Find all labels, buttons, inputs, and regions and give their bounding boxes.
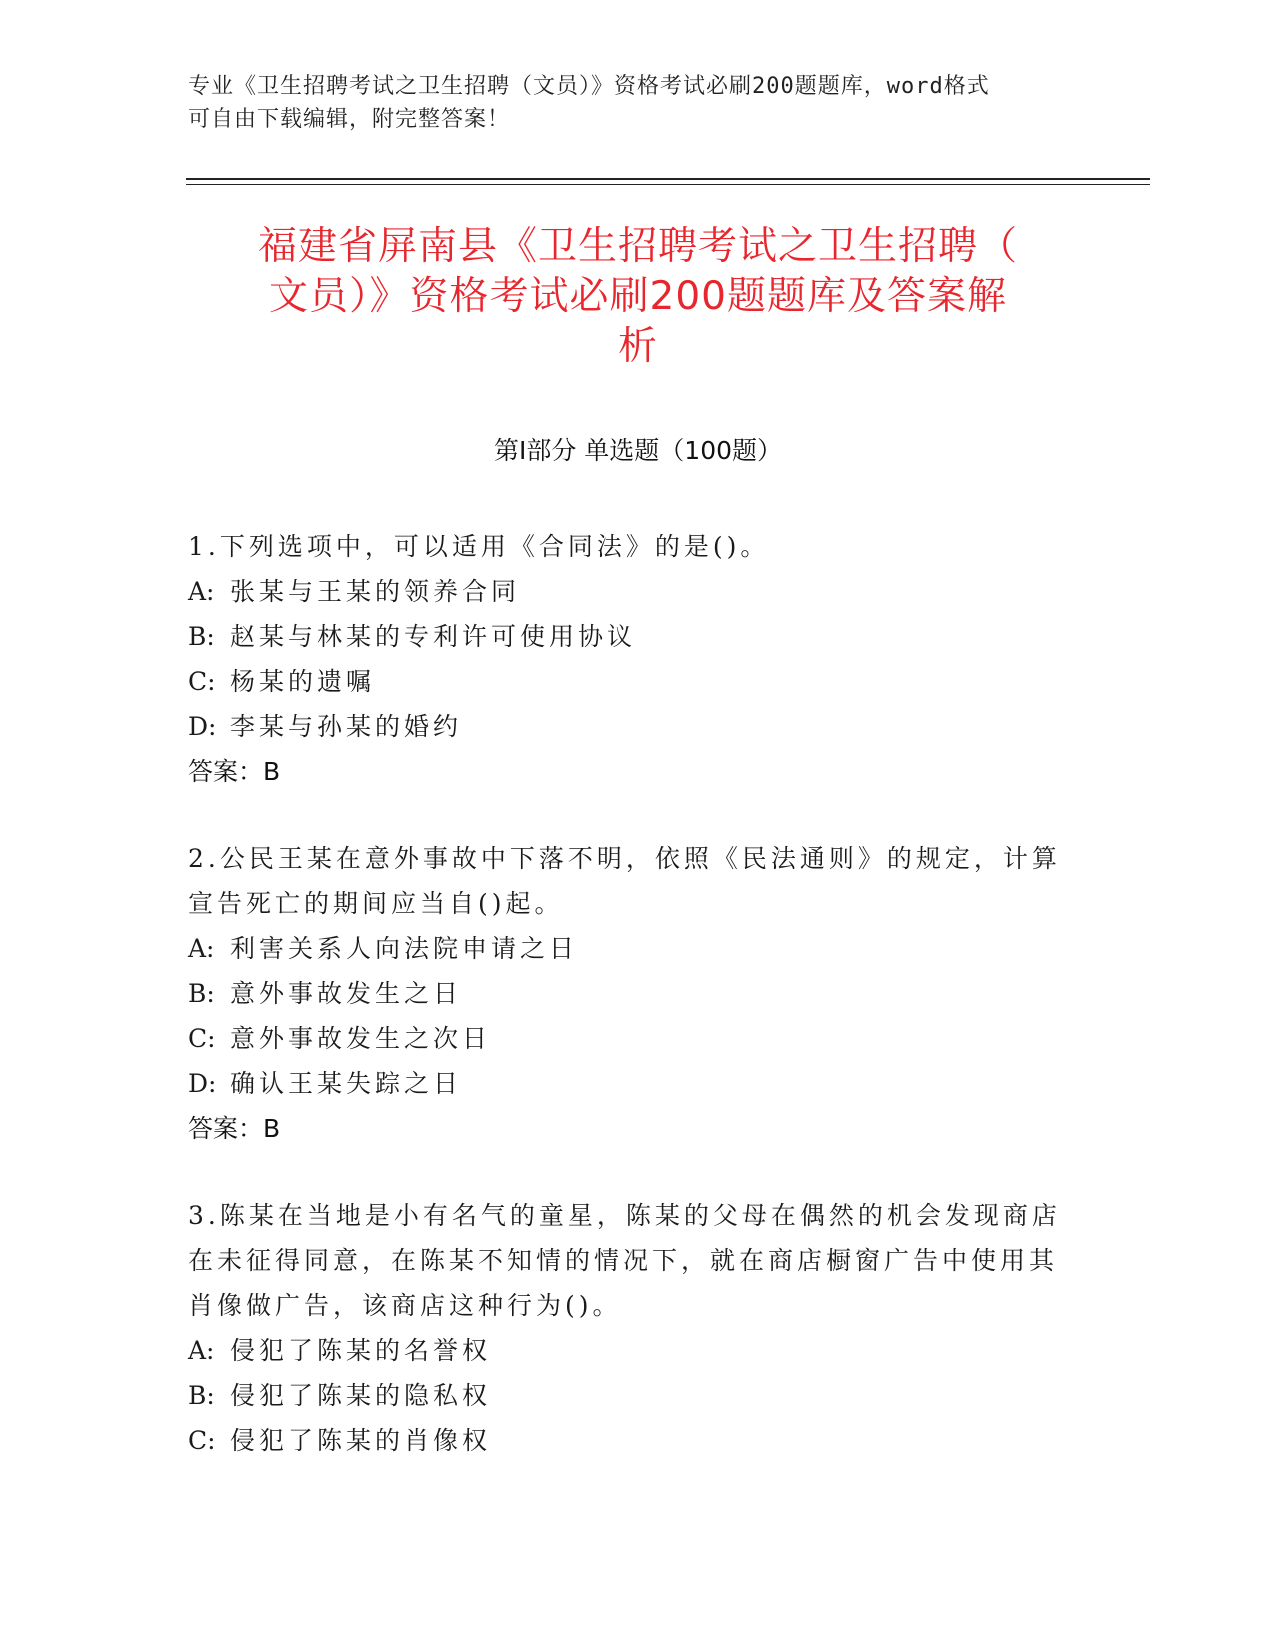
option-text: 侵犯了陈某的名誉权: [230, 1336, 492, 1365]
document-title: [188, 222, 1088, 372]
option-label: A:: [188, 934, 215, 963]
option-label: A:: [188, 1336, 215, 1365]
header-divider-thin: [186, 184, 1150, 185]
option-text: 侵犯了陈某的隐私权: [230, 1381, 492, 1410]
title-line: 福建省屏南县《卫生招聘考试之卫生招聘（: [257, 224, 1018, 269]
option-text: 确认王某失踪之日: [230, 1069, 463, 1098]
option-label: C:: [188, 1024, 216, 1053]
option-text: 意外事故发生之次日: [230, 1024, 492, 1053]
option-text: 李某与孙某的婚约: [230, 712, 463, 741]
option-label: A:: [188, 577, 215, 606]
question-item: [188, 524, 1068, 794]
option-a: [188, 569, 1068, 614]
question-item: [188, 1193, 1068, 1463]
question-text: 1.下列选项中，可以适用《合同法》的是()。: [188, 532, 770, 561]
question-text: 肖像做广告，该商店这种行为()。: [188, 1291, 622, 1320]
question-text: 3.陈某在当地是小有名气的童星，陈某的父母在偶然的机会发现商店: [188, 1201, 1061, 1230]
option-label: B:: [188, 1381, 215, 1410]
answer-line: 答案：B: [188, 1114, 281, 1143]
option-label: D:: [188, 1069, 217, 1098]
option-d: [188, 704, 1068, 749]
option-c: [188, 1016, 1068, 1061]
option-c: [188, 1418, 1068, 1463]
option-b: [188, 614, 1068, 659]
question-item: [188, 836, 1068, 1151]
question-text: 宣告死亡的期间应当自()起。: [188, 889, 564, 918]
option-b: [188, 971, 1068, 1016]
answer-line: 答案：B: [188, 757, 281, 786]
option-c: [188, 659, 1068, 704]
option-label: D:: [188, 712, 217, 741]
option-label: B:: [188, 979, 215, 1008]
option-text: 侵犯了陈某的肖像权: [230, 1426, 492, 1455]
section-title: 第Ⅰ部分 单选题（100题）: [493, 436, 783, 465]
title-line: 文员）》资格考试必刷200题题库及答案解: [269, 274, 1007, 319]
option-text: 杨某的遗嘱: [230, 667, 376, 696]
header-line: 专业《卫生招聘考试之卫生招聘（文员）》资格考试必刷200题题库，word格式: [188, 74, 990, 99]
question-text: 在未征得同意，在陈某不知情的情况下，就在商店橱窗广告中使用其: [188, 1246, 1059, 1275]
document-header-note: [188, 70, 1068, 136]
option-label: C:: [188, 667, 216, 696]
option-text: 意外事故发生之日: [230, 979, 463, 1008]
option-text: 张某与王某的领养合同: [230, 577, 521, 606]
header-divider-thick: [186, 178, 1150, 180]
question-list: [188, 524, 1068, 1505]
option-label: C:: [188, 1426, 216, 1455]
option-label: B:: [188, 622, 215, 651]
option-a: [188, 1328, 1068, 1373]
option-b: [188, 1373, 1068, 1418]
header-line: 可自由下载编辑，附完整答案！: [188, 107, 511, 132]
question-text: 2.公民王某在意外事故中下落不明，依照《民法通则》的规定，计算: [188, 844, 1061, 873]
option-d: [188, 1061, 1068, 1106]
title-line: 析: [617, 324, 658, 369]
option-text: 利害关系人向法院申请之日: [230, 934, 579, 963]
option-a: [188, 926, 1068, 971]
option-text: 赵某与林某的专利许可使用协议: [230, 622, 637, 651]
